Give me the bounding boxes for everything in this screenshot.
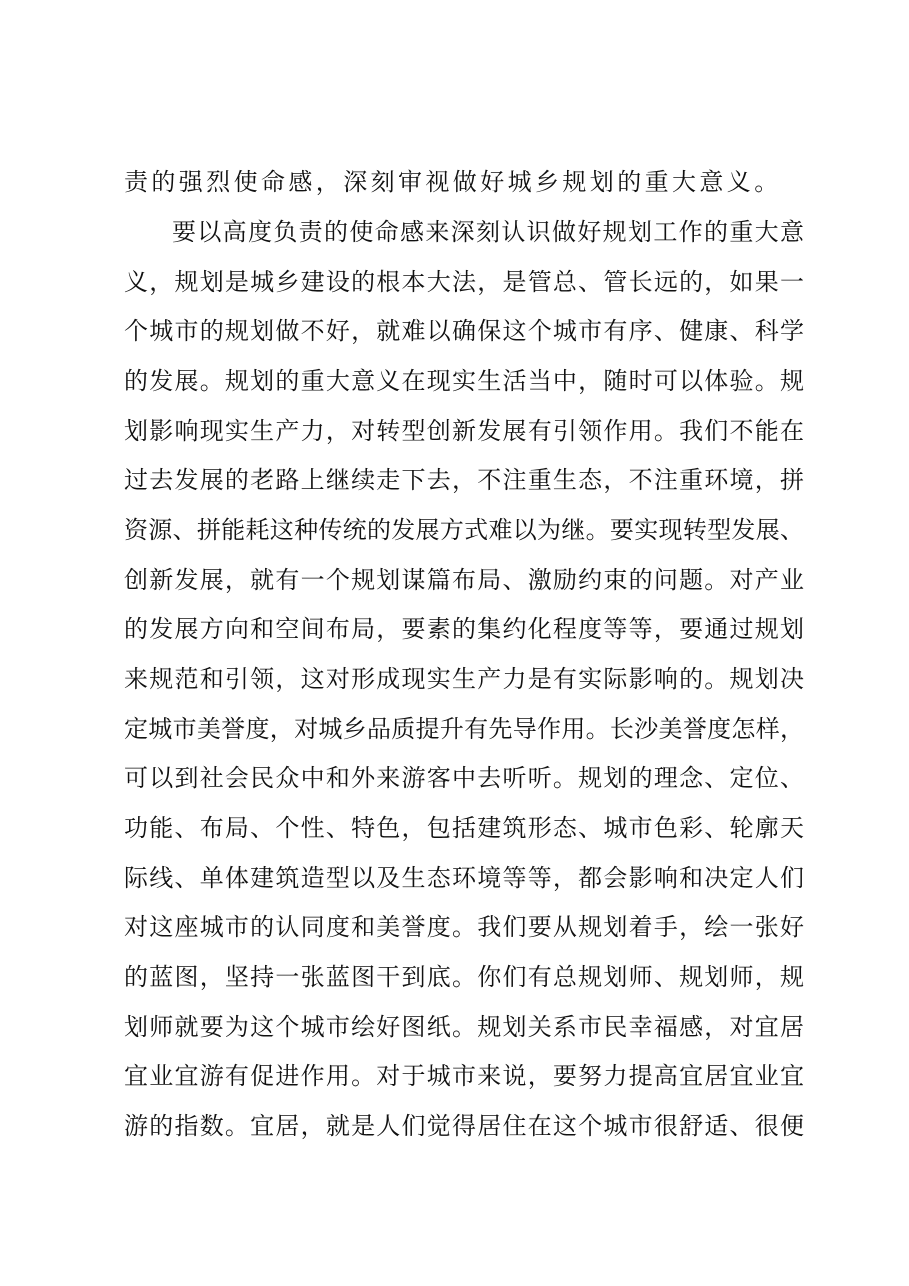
text-line: 宜业宜游有促进作用。对于城市来说，要努力提高宜居宜业宜 bbox=[124, 1062, 804, 1090]
text-line: 对这座城市的认同度和美誉度。我们要从规划着手，绘一张好 bbox=[124, 913, 804, 941]
text-line: 的蓝图，坚持一张蓝图干到底。你们有总规划师、规划师，规 bbox=[124, 963, 804, 991]
text-line: 划影响现实生产力，对转型创新发展有引领作用。我们不能在 bbox=[124, 417, 804, 445]
text-line: 过去发展的老路上继续走下去，不注重生态，不注重环境，拼 bbox=[124, 466, 804, 494]
text-line: 功能、布局、个性、特色，包括建筑形态、城市色彩、轮廓天 bbox=[124, 814, 804, 842]
text-line: 责的强烈使命感，深刻审视做好城乡规划的重大意义。 bbox=[124, 168, 782, 196]
text-line: 义，规划是城乡建设的根本大法，是管总、管长远的，如果一 bbox=[124, 268, 804, 296]
text-line: 来规范和引领，这对形成现实生产力是有实际影响的。规划决 bbox=[124, 665, 804, 693]
text-line: 划师就要为这个城市绘好图纸。规划关系市民幸福感，对宜居 bbox=[124, 1013, 804, 1041]
text-line: 可以到社会民众中和外来游客中去听听。规划的理念、定位、 bbox=[124, 764, 804, 792]
text-line: 个城市的规划做不好，就难以确保这个城市有序、健康、科学 bbox=[124, 317, 804, 345]
text-line: 创新发展，就有一个规划谋篇布局、激励约束的问题。对产业 bbox=[124, 566, 804, 594]
text-line: 定城市美誉度，对城乡品质提升有先导作用。长沙美誉度怎样， bbox=[124, 715, 804, 743]
text-line: 资源、拼能耗这种传统的发展方式难以为继。要实现转型发展、 bbox=[124, 516, 804, 544]
text-line: 游的指数。宜居，就是人们觉得居住在这个城市很舒适、很便 bbox=[124, 1112, 804, 1140]
text-line: 要以高度负责的使命感来深刻认识做好规划工作的重大意 bbox=[172, 218, 804, 246]
text-line: 的发展。规划的重大意义在现实生活当中，随时可以体验。规 bbox=[124, 367, 804, 395]
text-line: 的发展方向和空间布局，要素的集约化程度等等，要通过规划 bbox=[124, 615, 804, 643]
text-line: 际线、单体建筑造型以及生态环境等等，都会影响和决定人们 bbox=[124, 864, 804, 892]
